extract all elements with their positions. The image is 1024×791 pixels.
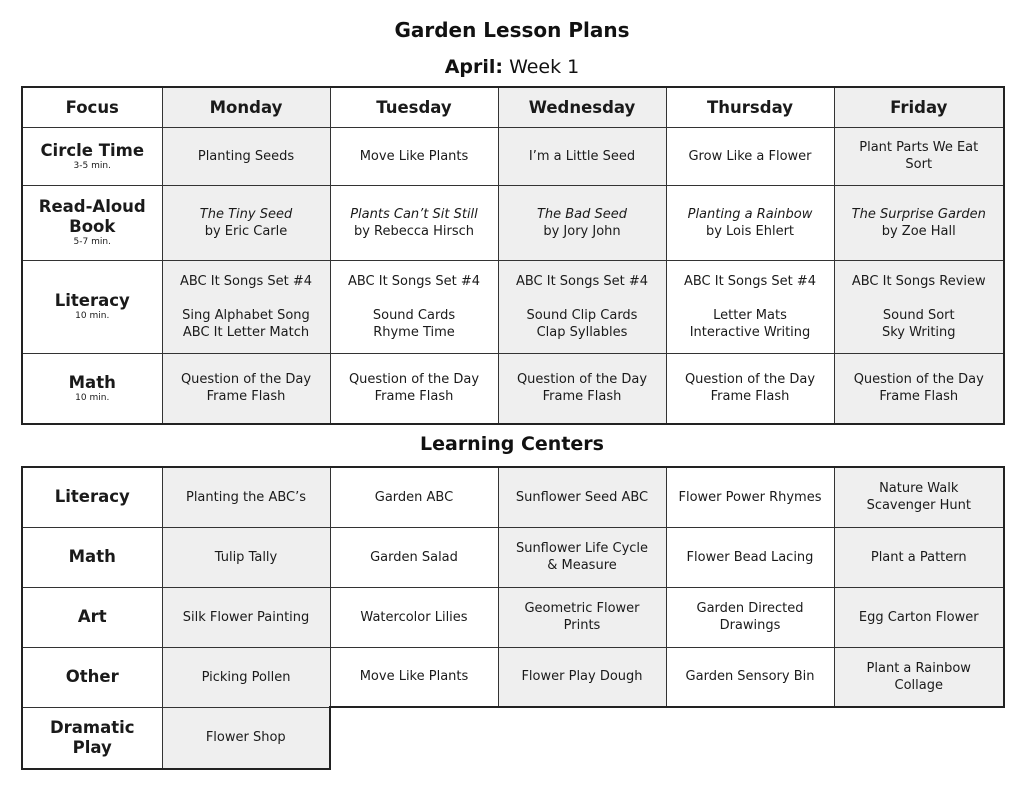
center-cell: [834, 647, 1004, 707]
cell-literacy-wednesday: [498, 260, 666, 353]
cell-book-wednesday: [498, 185, 666, 260]
center-cell: [834, 467, 1004, 527]
cell-text: Flower Power Rhymes: [678, 489, 822, 505]
book-author: by Zoe Hall: [881, 223, 956, 239]
center-cell: [498, 467, 666, 527]
cell-circle-tuesday: [330, 127, 498, 185]
cell-text: Question of the Day: [684, 372, 816, 388]
cell-text: Nature Walk: [879, 481, 959, 497]
row-minutes: 5-7 min.: [73, 237, 111, 247]
cell-text: Move Like Plants: [359, 148, 469, 164]
center-header-literacy: Literacy: [22, 467, 162, 527]
book-author: by Eric Carle: [204, 223, 288, 239]
cell-text: Frame Flash: [710, 389, 790, 405]
cell-book-monday: [162, 185, 330, 260]
book-title: Plants Can’t Sit Still: [350, 206, 478, 222]
table-row: [22, 647, 1004, 707]
cell-math-wednesday: [498, 353, 666, 424]
cell-text: ABC It Songs Set #4: [683, 273, 817, 289]
cell-text: Frame Flash: [542, 389, 622, 405]
center-cell: [666, 587, 834, 647]
cell-literacy-tuesday: [330, 260, 498, 353]
row-name: Read-Aloud: [38, 197, 146, 216]
book-author: by Rebecca Hirsch: [353, 223, 475, 239]
cell-text: Sunflower Seed ABC: [515, 489, 649, 505]
table-row: [22, 587, 1004, 647]
cell-text: Question of the Day: [516, 372, 648, 388]
cell-text: Frame Flash: [879, 389, 959, 405]
cell-text: Drawings: [719, 618, 781, 633]
row-minutes: 3-5 min.: [73, 160, 111, 171]
empty-cell: [666, 707, 834, 769]
table-row: [22, 185, 1004, 260]
empty-cell: [498, 707, 666, 769]
center-header-dramatic-play: [22, 707, 162, 769]
center-cell: [162, 467, 330, 527]
cell-text: ABC It Songs Set #4: [515, 273, 649, 289]
cell-circle-monday: [162, 127, 330, 185]
cell-text: Sound Cards: [372, 307, 456, 323]
book-title: Planting a Rainbow: [687, 206, 813, 222]
row-name: Circle Time: [40, 140, 145, 160]
center-cell: [162, 647, 330, 707]
cell-text: Sunflower Life Cycle: [515, 541, 649, 556]
cell-text: Rhyme Time: [373, 324, 455, 340]
cell-text: Flower Shop: [205, 730, 286, 746]
book-title: The Bad Seed: [536, 206, 628, 222]
center-header-math: Math: [22, 527, 162, 587]
cell-text: ABC It Songs Set #4: [179, 273, 313, 289]
cell-text: Interactive Writing: [689, 324, 811, 340]
empty-cell: [834, 707, 1004, 769]
book-author: by Jory John: [543, 223, 621, 239]
cell-text: Clap Syllables: [536, 324, 628, 340]
cell-book-thursday: [666, 185, 834, 260]
center-cell: [498, 527, 666, 587]
cell-book-tuesday: [330, 185, 498, 260]
center-cell: [498, 587, 666, 647]
book-title: The Surprise Garden: [851, 206, 986, 222]
cell-text: Garden ABC: [374, 489, 454, 505]
page-title: Garden Lesson Plans: [394, 18, 630, 42]
cell-math-tuesday: [330, 353, 498, 424]
col-header-thursday: Thursday: [666, 87, 834, 127]
cell-text: Geometric Flower: [524, 601, 640, 616]
cell-text: Question of the Day: [853, 372, 984, 388]
center-cell: [330, 647, 498, 707]
cell-text: Move Like Plants: [359, 669, 469, 685]
cell-text: Flower Bead Lacing: [686, 549, 814, 565]
table-row: [22, 353, 1004, 424]
center-cell: [666, 467, 834, 527]
empty-cell: [330, 707, 498, 769]
cell-text: & Measure: [547, 558, 617, 573]
cell-text: Letter Mats: [713, 307, 787, 323]
center-cell: [162, 707, 330, 769]
row-header-literacy: [22, 260, 162, 353]
cell-text: Sort: [905, 157, 933, 172]
cell-text: Question of the Day: [348, 372, 480, 388]
table-row: [22, 707, 1004, 769]
row-name: Book: [69, 217, 116, 236]
header-row: [22, 87, 1004, 127]
cell-literacy-monday: [162, 260, 330, 353]
row-minutes: 10 min.: [75, 392, 110, 403]
cell-circle-wednesday: [498, 127, 666, 185]
cell-text: Sky Writing: [881, 324, 956, 340]
table-row: [22, 467, 1004, 527]
row-name: Dramatic: [49, 717, 135, 737]
center-cell: [162, 527, 330, 587]
cell-text: Egg Carton Flower: [858, 609, 979, 625]
cell-circle-friday: [834, 127, 1004, 185]
row-name: Play: [72, 737, 112, 757]
cell-math-friday: [834, 353, 1004, 424]
center-cell: [330, 587, 498, 647]
week-subtitle: [0, 56, 1024, 78]
cell-math-monday: [162, 353, 330, 424]
learning-centers-table: [21, 466, 1005, 770]
cell-text: Planting Seeds: [197, 148, 295, 164]
cell-text: Plant a Rainbow: [866, 660, 971, 676]
cell-text: Sound Clip Cards: [526, 307, 638, 323]
cell-text: Garden Directed: [696, 601, 804, 616]
cell-text: Sound Sort: [882, 307, 955, 323]
book-title: The Tiny Seed: [199, 206, 293, 222]
week-label: Week 1: [503, 56, 580, 78]
center-header-other: Other: [22, 647, 162, 707]
cell-text: Flower Play Dough: [521, 669, 643, 685]
cell-text: Plant a Pattern: [870, 549, 967, 565]
cell-text: Garden Salad: [370, 549, 458, 565]
center-cell: [330, 527, 498, 587]
cell-text: Question of the Day: [180, 372, 312, 388]
cell-circle-thursday: [666, 127, 834, 185]
cell-literacy-thursday: [666, 260, 834, 353]
cell-text: Sing Alphabet Song: [182, 307, 310, 323]
learning-centers-title: Learning Centers: [420, 433, 604, 455]
center-cell: [666, 527, 834, 587]
center-cell: [330, 467, 498, 527]
cell-book-friday: [834, 185, 1004, 260]
center-cell: [162, 587, 330, 647]
row-header-circle-time: [22, 127, 162, 185]
col-header-monday: Monday: [162, 87, 330, 127]
cell-text: Frame Flash: [374, 389, 454, 405]
col-header-friday: Friday: [834, 87, 1004, 127]
cell-text: Garden Sensory Bin: [685, 669, 815, 685]
lesson-plan-table: [21, 86, 1005, 425]
col-header-tuesday: Tuesday: [330, 87, 498, 127]
center-cell: [834, 587, 1004, 647]
center-cell: [666, 647, 834, 707]
cell-text: Watercolor Lilies: [360, 609, 468, 625]
table-row: [22, 127, 1004, 185]
book-author: by Lois Ehlert: [705, 223, 795, 239]
row-minutes: 10 min.: [75, 311, 110, 321]
cell-text: ABC It Songs Set #4: [347, 273, 481, 289]
row-name: Math: [68, 372, 116, 392]
center-cell: [498, 647, 666, 707]
center-header-art: Art: [22, 587, 162, 647]
month-label: April:: [444, 56, 504, 78]
cell-literacy-friday: [834, 260, 1004, 353]
cell-math-thursday: [666, 353, 834, 424]
col-header-focus: Focus: [22, 87, 162, 127]
row-header-read-aloud: [22, 185, 162, 260]
cell-text: Prints: [563, 618, 601, 633]
cell-text: Plant Parts We Eat: [859, 140, 979, 155]
col-header-wednesday: Wednesday: [498, 87, 666, 127]
cell-text: ABC It Letter Match: [182, 324, 310, 340]
cell-text: Collage: [894, 677, 943, 693]
center-cell: [834, 527, 1004, 587]
cell-text: Picking Pollen: [201, 669, 291, 685]
row-name: Literacy: [54, 291, 130, 310]
cell-text: Silk Flower Painting: [182, 609, 310, 625]
cell-text: Tulip Tally: [214, 549, 278, 565]
cell-text: Frame Flash: [206, 389, 286, 405]
cell-text: I’m a Little Seed: [528, 148, 636, 164]
cell-text: Scavenger Hunt: [866, 498, 971, 514]
table-row: [22, 260, 1004, 353]
cell-text: Planting the ABC’s: [185, 489, 307, 505]
table-row: [22, 527, 1004, 587]
row-header-math: [22, 353, 162, 424]
cell-text: ABC It Songs Review: [851, 273, 986, 289]
cell-text: Grow Like a Flower: [688, 148, 812, 164]
